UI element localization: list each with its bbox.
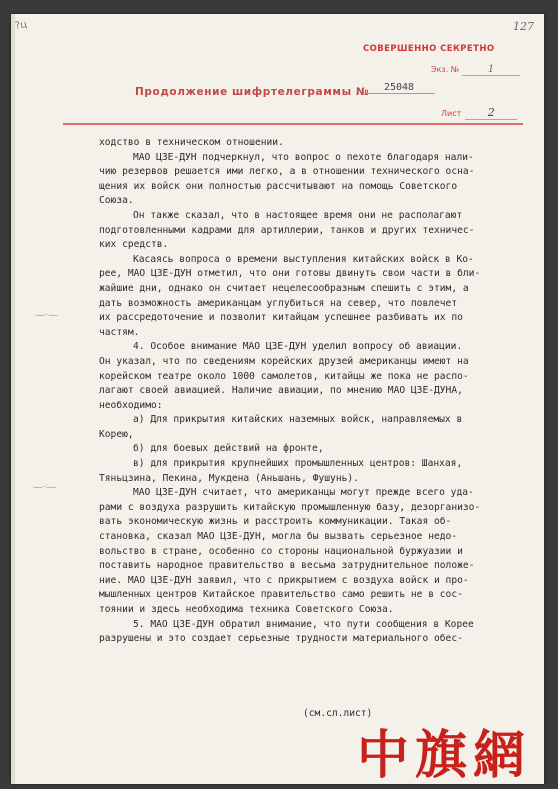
body-line: частям. xyxy=(99,326,140,338)
body-line: рами с воздуха разрушить китайскую промышленную базу, дезорганизо- xyxy=(99,501,481,513)
body-line: Корею, xyxy=(99,428,134,440)
body-line: ходство в техническом отношении. xyxy=(99,137,284,148)
body-line: Союза. xyxy=(99,195,134,207)
body-line: 5. МАО ЦЗЕ-ДУН обратил внимание, что пути сообщения в Корее xyxy=(133,618,474,630)
margin-dash-mark: —·— xyxy=(33,482,57,493)
telegram-title-text: Продолжение шифртелеграммы № xyxy=(135,86,370,98)
archive-page-number: 127 xyxy=(513,20,534,33)
body-line: Касаясь вопроса о времени выступления китайских войск в Ко- xyxy=(133,253,474,265)
body-line: Тяньцзина, Пекина, Мукдена (Аньшань, Фушунь). xyxy=(99,472,359,484)
body-line: МАО ЦЗЕ-ДУН подчеркнул, что вопрос о пехоте благодаря нали- xyxy=(133,151,474,163)
body-line: чию резервов решается ими легко, а в отношении технического осна- xyxy=(99,166,475,178)
continued-note: (см.сл.лист) xyxy=(303,708,373,719)
telegram-number: 25048 xyxy=(363,82,435,94)
body-line: лагают своей авиацией. Наличие авиации, по мнению МАО ЦЗЕ-ДУНА, xyxy=(99,385,463,397)
watermark-logo: 中旗網 xyxy=(357,725,532,784)
copy-number-value: 1 xyxy=(462,64,520,76)
body-line: становка, сказал МАО ЦЗЕ-ДУН, могла бы вызвать серьезное недо- xyxy=(99,531,458,543)
sheet-number-value: 2 xyxy=(465,106,517,120)
body-line: Он указал, что по сведениям корейских друзей американцы имеют на xyxy=(99,355,469,367)
copy-number-line xyxy=(431,64,520,76)
body-line: корейском театре около 1000 самолетов, китайцы же пока не распо- xyxy=(99,370,469,382)
secrecy-stamp: СОВЕРШЕННО СЕКРЕТНО xyxy=(363,44,495,54)
telegram-body xyxy=(99,136,519,647)
body-line: разрушены и это создает серьезные трудности материального обес- xyxy=(99,633,463,645)
margin-dash-mark: —·— xyxy=(35,310,59,321)
corner-handwritten-mark: ?ц xyxy=(14,19,28,32)
header-divider xyxy=(63,123,523,125)
body-line: а) Для прикрытия китайских наземных войск, направляемых в xyxy=(133,414,463,426)
body-line: МАО ЦЗЕ-ДУН считает, что американцы могут прежде всего уда- xyxy=(133,487,474,499)
body-line: тоянии и здесь необходима техника Советского Союза. xyxy=(99,604,394,615)
sheet-label: Лист xyxy=(441,109,462,118)
body-line: жайшие дни, однако он считает нецелесообразным спешить с этим, а xyxy=(99,282,469,294)
body-line: вольство в стране, особенно со стороны национальной буржуазии и xyxy=(99,545,463,557)
sheet-number-line xyxy=(441,106,517,120)
body-line: Он также сказал, что в настоящее время они не располагают xyxy=(133,209,463,221)
body-line: поставить народное правительство в весьма затруднительное положе- xyxy=(99,560,475,572)
body-line: ние. МАО ЦЗЕ-ДУН заявил, что с прикрытием с воздуха войск и про- xyxy=(99,574,469,586)
telegram-title xyxy=(135,86,369,98)
document-page xyxy=(11,14,544,784)
body-line: ких средств. xyxy=(99,239,169,251)
body-line: их рассредоточение и позволит китайцам успешнее разбивать их по xyxy=(99,312,463,324)
body-line: в) для прикрытия крупнейших промышленных центров: Шанхая, xyxy=(133,458,463,470)
body-line: б) для боевых действий на фронте, xyxy=(133,443,324,455)
body-line: 4. Особое внимание МАО ЦЗЕ-ДУН уделил вопросу об авиации. xyxy=(133,341,463,353)
body-line: необходимо: xyxy=(99,399,163,411)
body-line: подготовленными кадрами для артиллерии, танков и других техничес- xyxy=(99,224,475,236)
copy-number-label: Экз. № xyxy=(431,65,460,74)
body-line: мышленных центров Китайское правительство само решить не в сос- xyxy=(99,589,463,601)
body-line: щения их войск они полностью рассчитывают на помощь Советского xyxy=(99,180,458,192)
body-line: рее, МАО ЦЗЕ-ДУН отметил, что они готовы двинуть свои части в бли- xyxy=(99,268,481,280)
body-line: дать возможность американцам углубиться на север, что повлечет xyxy=(99,297,458,309)
body-line: вать экономическую жизнь и расстроить коммуникации. Такая об- xyxy=(99,516,452,528)
page-edge xyxy=(11,14,15,784)
